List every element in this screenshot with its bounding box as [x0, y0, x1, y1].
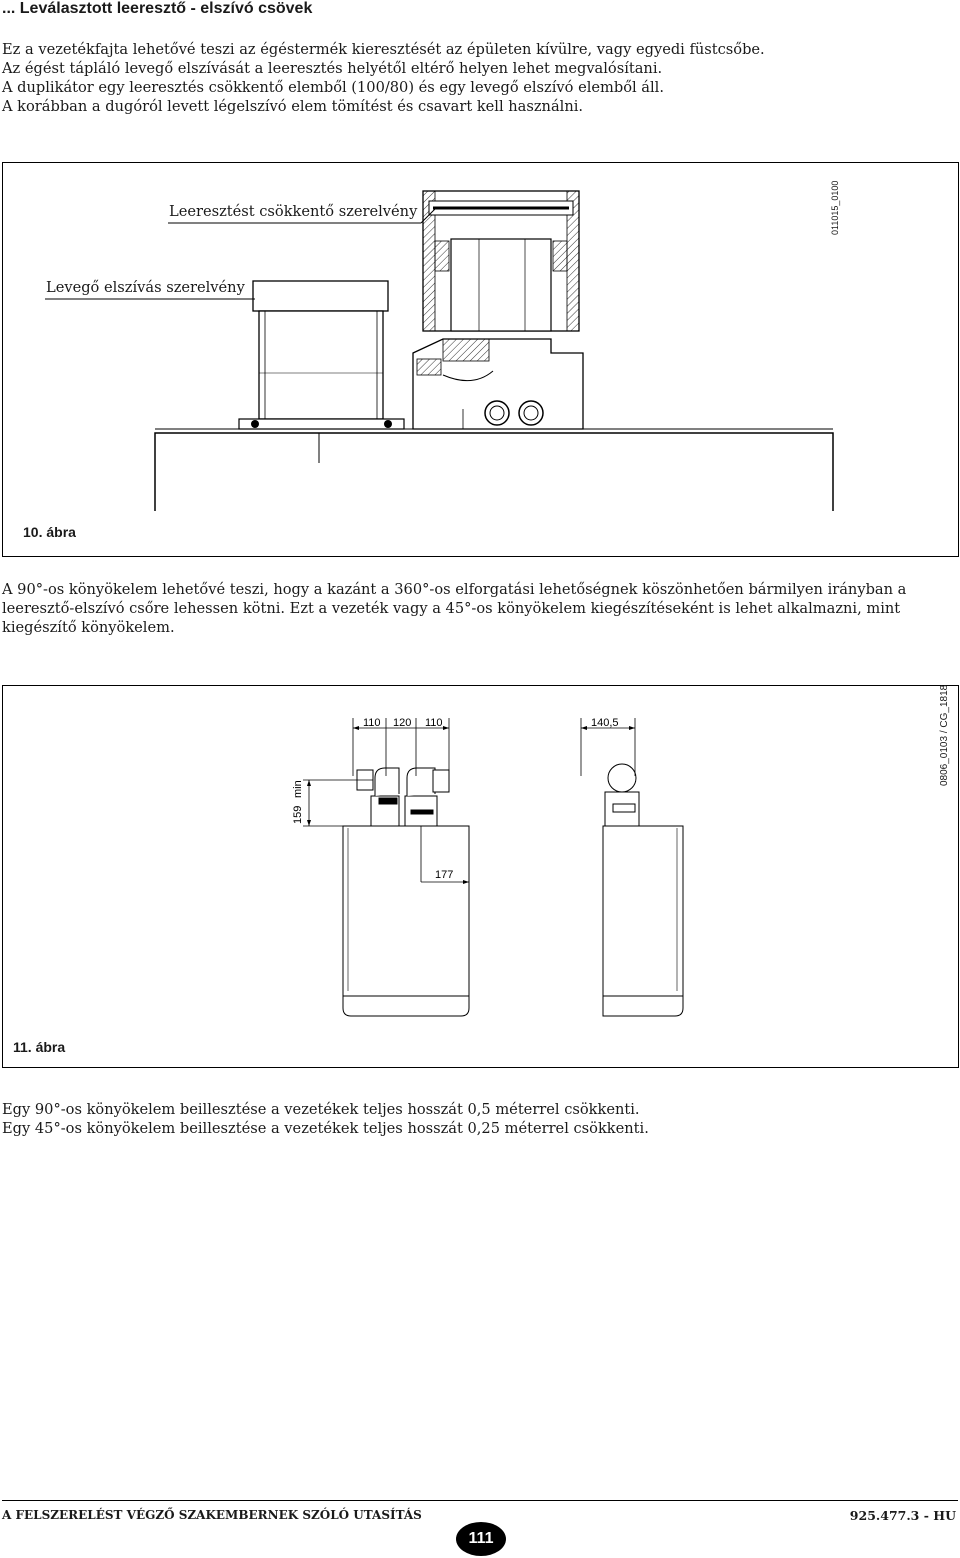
figure-10-code: 011015_0100 — [830, 180, 840, 235]
dim-min: min — [292, 780, 304, 798]
section-heading: ... Leválasztott leeresztő - elszívó csövek — [2, 0, 313, 17]
figure-11-code: 0806_0103 / CG_1818 — [939, 684, 950, 786]
figure-10 — [2, 162, 959, 557]
figure-10-drawing — [3, 163, 958, 556]
middle-paragraph — [2, 580, 957, 637]
page-number: 111 — [456, 1522, 506, 1556]
bottom-paragraph — [2, 1100, 957, 1138]
intro-paragraph — [2, 40, 957, 116]
intro-line: A duplikátor egy leeresztés csökkentő elemből (100/80) és egy levegő elszívó elemből áll. — [2, 79, 664, 96]
figure-11 — [2, 685, 959, 1068]
intake-callout: Levegő elszívás szerelvény — [46, 279, 245, 296]
document-code: 925.477.3 - HU — [849, 1508, 956, 1523]
footer-title: A FELSZERELÉST VÉGZŐ SZAKEMBERNEK SZÓLÓ UTASÍTÁS — [2, 1508, 422, 1522]
intro-line: A korábban a dugóról levett légelszívó elem tömítést és csavart kell használni. — [2, 98, 584, 115]
dim-177: 177 — [435, 869, 454, 881]
bottom-line: Egy 90°-os könyökelem beillesztése a vezetékek teljes hosszát 0,5 méterrel csökkenti. — [2, 1101, 640, 1118]
dim-110-right: 110 — [425, 717, 443, 729]
middle-text: A 90°-os könyökelem lehetővé teszi, hogy a kazánt a 360°-os elforgatási lehetőségnek köszönhetően bármilyen irányban a leeresztő-elszívó csőre lehessen kötni. Ezt a vezeték vagy a 45°-os könyökelem kiegészítéseként is lehet alkalmazni, mint kiegészítő könyökelem. — [2, 581, 907, 636]
figure-10-label: 10. ábra — [23, 524, 76, 540]
figure-11-label: 11. ábra — [13, 1039, 66, 1055]
exhaust-callout: Leeresztést csökkentő szerelvény — [169, 203, 418, 220]
dim-140-5: 140,5 — [591, 717, 619, 729]
dim-110-left: 110 — [363, 717, 381, 729]
dim-159: 159 — [292, 805, 304, 824]
intro-line: Ez a vezetékfajta lehetővé teszi az égéstermék kieresztését az épületen kívülre, vagy egyedi füstcsőbe. — [2, 41, 765, 58]
footer-divider — [2, 1500, 958, 1501]
intro-line: Az égést tápláló levegő elszívását a leeresztés helyétől eltérő helyen lehet megvalósítani. — [2, 60, 663, 77]
figure-11-drawing — [3, 686, 958, 1067]
dim-120: 120 — [393, 717, 412, 729]
bottom-line: Egy 45°-os könyökelem beillesztése a vezetékek teljes hosszát 0,25 méterrel csökkenti. — [2, 1120, 649, 1137]
